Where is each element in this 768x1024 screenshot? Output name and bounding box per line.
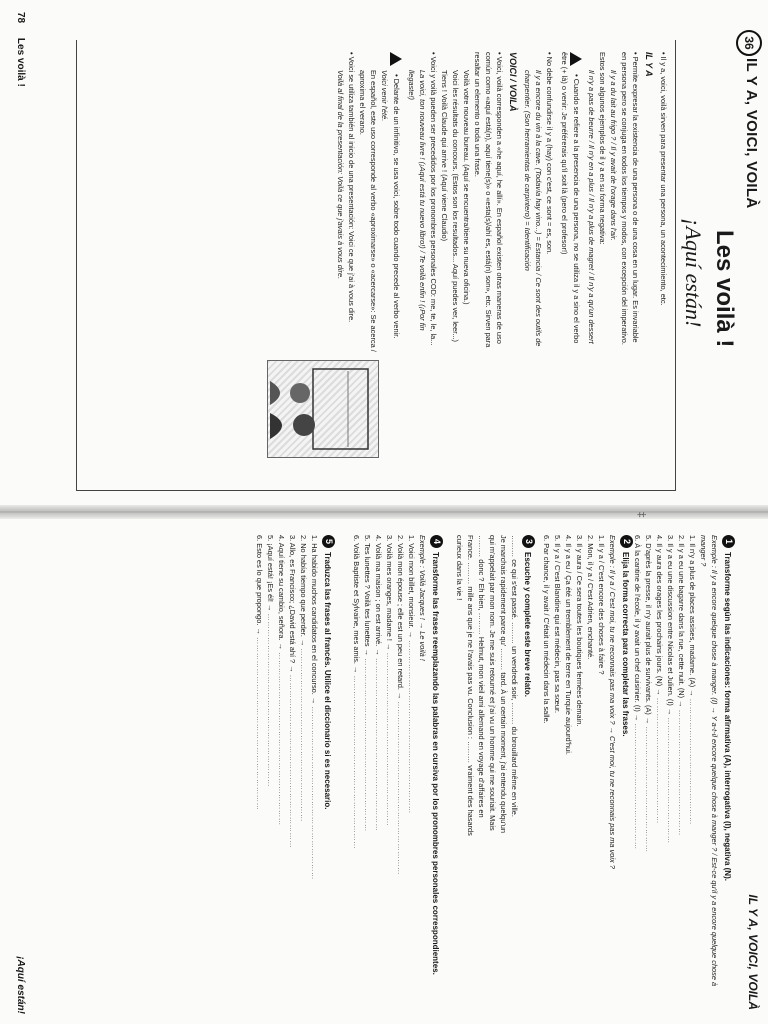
voici-example: Tiens ! Voilà Claude qui arrive ! (Aquí viene Claudio) — [439, 70, 449, 242]
exercise-item: 2. Mon, il y a / C'est Adrien, enchanté. — [586, 535, 595, 660]
exercise-item: 1. Il n'y a plus de places assises, madame. (A) → ………………………………………… — [688, 535, 697, 825]
exercise-title: Transforme según las indicaciones: forma afirmativa (A), interrogativa (I), negativa (N). — [723, 552, 732, 881]
exercise-item: 4. Aquí tiene su cambio, señora. → ………………………………………………………… — [277, 535, 286, 826]
exercise-item: 4. Il y aura des orages les prochains jours. (N) → ………………………………………… — [655, 535, 664, 824]
presentation-end: Voilà al final de la presentación: Voilà ce que j'avais à vous dire. — [335, 70, 345, 280]
voici-intro: • Voici, voilà corresponden a «he aquí, he allí». En español existen otras maneras de uso común como «aquí está(n), aquí tiene(s)» o «esta(s)/ahí es, está(n) son», etc. Sirven para resaltar un elemento o toda una frase. — [472, 52, 505, 352]
pronoun-example: La voici, ton nouveau livre ! (¡Aquí está tu nuevo libro!) / Te voilà enfin ! (¡Por fin llegaste!) — [406, 70, 427, 331]
book-gutter — [0, 505, 768, 519]
exercise-item: 5. Il y a / C'est Blandine qui est médecin, pas sa sœur. — [553, 535, 562, 714]
chapter-title: IL Y A, VOICI, VOILÀ — [743, 58, 760, 209]
exercise-number: 3 — [522, 535, 535, 548]
exercise-number: 2 — [620, 535, 633, 548]
exercise-number: 5 — [322, 535, 335, 548]
presentation-note: • Voici se utiliza también al inicio de una presentación: Voici ce que j'ai à vous dire. — [346, 52, 357, 352]
exercise-1 — [632, 535, 738, 1005]
exercise-item: 3. Allo, es Francisco; ¿David está ahí ? → ………………………………………………………… — [288, 535, 297, 849]
exercise-example: Exemple : Il y a / C'est moi, tu ne reconnais pas ma voix ? → C'est moi, tu ne reconnais pas ma voix ? — [608, 535, 617, 869]
exercise-title: Transforme las frases reemplazando las palabras en cursiva por los pronombres personales correspondientes. — [431, 552, 440, 975]
illustration-drawing — [268, 361, 378, 457]
left-footer — [15, 12, 26, 99]
chapter-number-badge: 36 — [736, 30, 762, 56]
il-y-a-line: Il y a du lait au frigo ? / Il y avait de l'orage dans l'air. — [609, 70, 618, 241]
right-footer-label: ¡Aquí están! — [15, 956, 26, 1014]
exercise-item: 5. ¡Aquí está! ¡Es él! → ………………………………………………………… — [266, 535, 275, 788]
exercise-item: 5. Tes lunettes ? Voilà tes lunettes → ………………………………………………………… — [363, 535, 372, 832]
caution-block — [390, 52, 402, 352]
exercise-item: 4. Il y a eu / Ça été un tremblement de terre en Turquie aujourd'hui. — [564, 535, 573, 755]
exercise-item: 6. À la cantine de l'école, il y avait un chef cuisinier. (I) → ………………………………………… — [633, 535, 642, 850]
right-running-title: IL Y A, VOICI, VOILÀ — [746, 894, 760, 1010]
exercise-item: 1. Il y a / C'est encore des choses à faire ? — [597, 535, 606, 675]
left-page — [0, 0, 768, 505]
page-subtitle: ¡Aquí están! — [681, 218, 706, 328]
exercise-item: 2. Il y a eu une bagarre dans la rue, cette nuit. (N) → ………………………………………… — [677, 535, 686, 836]
exercise-2 — [541, 535, 636, 1005]
infinitive-note: • Delante de un infinitivo, se usa voici, sobre todo cuando precede al verbo venir. — [392, 74, 401, 338]
story-line: curieux dans la vie ! — [455, 535, 464, 601]
warning-icon — [570, 52, 582, 66]
exercise-item: 5. D'après la presse, il n'y aurait plus de survivants. (A) → ………………………………………… — [644, 535, 653, 853]
exercise-item: 4. Voilà ma maison ; on est arrivé. → ………………………………………………………… — [374, 535, 383, 832]
page-number: 78 — [15, 12, 26, 24]
exercise-item: 2. No había tiempo que perder. → ………………………………………………………… — [299, 535, 308, 822]
pronoun-note: • Voici y voilà pueden ser precedidos por los pronombres personales COD: me, te, le, la... — [428, 52, 439, 352]
exercise-item: 6. Esto es lo que propongo. → ………………………………………………………… — [255, 535, 264, 811]
caution-block — [559, 52, 582, 352]
exercise-item: 3. Il y a eu une discussion entre Nicolas et Julien. (I) → ………………………………………… — [666, 535, 675, 844]
exercise-title: Elija la forma correcta para completar las frases. — [621, 552, 630, 737]
infinitive-example: Voici venir l'été. — [379, 70, 389, 122]
section-label-il-y-a: IL Y A — [644, 52, 654, 77]
warning-icon — [390, 52, 402, 66]
exercise-title: Escuche y complete este breve relato. — [523, 552, 532, 697]
illustration-image — [267, 360, 379, 458]
story-line: France. ……… mille ans que je ne l'avais pas vu. Conclusion : ……… vraiment des hasards — [466, 535, 475, 836]
voici-example: Voici les résultats du concours. (Estos son los resultados... Aquí puedes ver, leer...) — [450, 70, 460, 342]
exercise-3 — [454, 535, 538, 1005]
section-label-voici-voila: VOICI / VOILÀ — [507, 52, 518, 112]
voici-example: Voilà votre nouveau bureau. (Aquí se encuentra/tiene su nueva oficina.) — [461, 70, 471, 305]
exercise-item: 1. Voici mon billet, monsieur. → ………………………………………………………… — [407, 535, 416, 814]
il-y-a-line: • Permite expresar la existencia de una persona o de una cosa en un lugar. Es invariable en persona pero se conjuga en todos los tiempos y modos, con excepción del imperativo. — [619, 52, 641, 352]
exercise-number: 4 — [430, 535, 443, 548]
confusion-examples: Il y a encore du vin à la cave. (Todavía hay vino...) = Estancia / Ce sont des outils de charpentier. (Son herramientas de carpintero) = Identificación — [522, 70, 543, 347]
page-title: Les voilà ! — [711, 230, 738, 348]
exercise-example: Exemple : Il y a encore quelque chose à manger. (I) → Y a-t-il encore quelque chose à manger ? / Est-ce qu'il y a encore quelque chose à manger ? — [699, 535, 719, 987]
confusion-text: • No debe confundirse il y a (hay) con c'est, ce sont = es, son. — [544, 52, 555, 352]
exercise-5 — [254, 535, 338, 1005]
story-line: ……… donc ? Eh bien, ……… Helmut, mon vieil ami allemand en voyage d'affaires en — [477, 535, 486, 818]
exercise-item: 2. Voilà mon épouse ; elle est un peu en retard. → ………………………………………………………… — [396, 535, 405, 875]
exercise-item: 6. Voilà Baptiste et Sylvaine, mes amis. → ………………………………………………………… — [352, 535, 361, 850]
exercise-item: 3. Voilà mes oranges, madame ! → ………………………………………………………… — [385, 535, 394, 827]
caution-text: • Cuando se refiere a la presencia de una persona, no se utiliza il y a sino el verbo être (+ là) o venir: Je préférerais qu'il soit là (pero el profesor!) — [560, 52, 581, 343]
grammar-box — [76, 40, 676, 491]
running-title: Les voilà ! — [15, 37, 26, 87]
exercise-title: Traduzca las frases al francés. Utilice el diccionario si es necesario. — [323, 552, 332, 810]
il-y-a-line: Estos son algunos ejemplos de il y a en su forma negativa: — [598, 52, 607, 245]
exercise-item: 6. Par chance, il y avait / C'était un médecin dans la salle. — [542, 535, 551, 724]
spanish-note: En español, este uso corresponde al verbo «aproximarse» o «acercarse»: Se acerca / aproxima el verano. — [357, 70, 378, 352]
story-line: ……… ce qui s'est passé. ……… un vendredi soir, ……… du brouillard même en ville. — [510, 535, 519, 817]
intro-text: • Il y a, voici, voilà sirven para presentar una persona, un acontecimiento, etc. — [658, 52, 669, 352]
il-y-a-line: Il n'y a pas de beurre / Il n'y en a plus / Il n'y a plus de magret / Il n'y a qu'un dessert — [587, 70, 596, 344]
exercise-example: Exemple : Voilà Jacques ! → Le voilà ! — [418, 535, 427, 661]
exercise-4 — [351, 535, 446, 1005]
exercise-item: 3. Il y aura / Ce sera toutes les boutiques fermées demain. — [575, 535, 584, 727]
gutter-mark: ‡ — [636, 512, 648, 518]
story-line: qui m'appelait par mon nom. Je me suis retourné et j'ai vu un homme qui me souriait. Mais — [488, 535, 497, 831]
right-page — [0, 519, 768, 1024]
story-line: Je marchais rapidement parce qu' ……… tard. À un certain moment, j'ai entendu quelqu'un — [499, 535, 508, 833]
exercise-number: 1 — [722, 535, 735, 548]
grammar-column — [335, 52, 669, 352]
exercise-item: 1. Ha habido muchos candidatos en el concurso. → ………………………………………………………… — [310, 535, 319, 880]
